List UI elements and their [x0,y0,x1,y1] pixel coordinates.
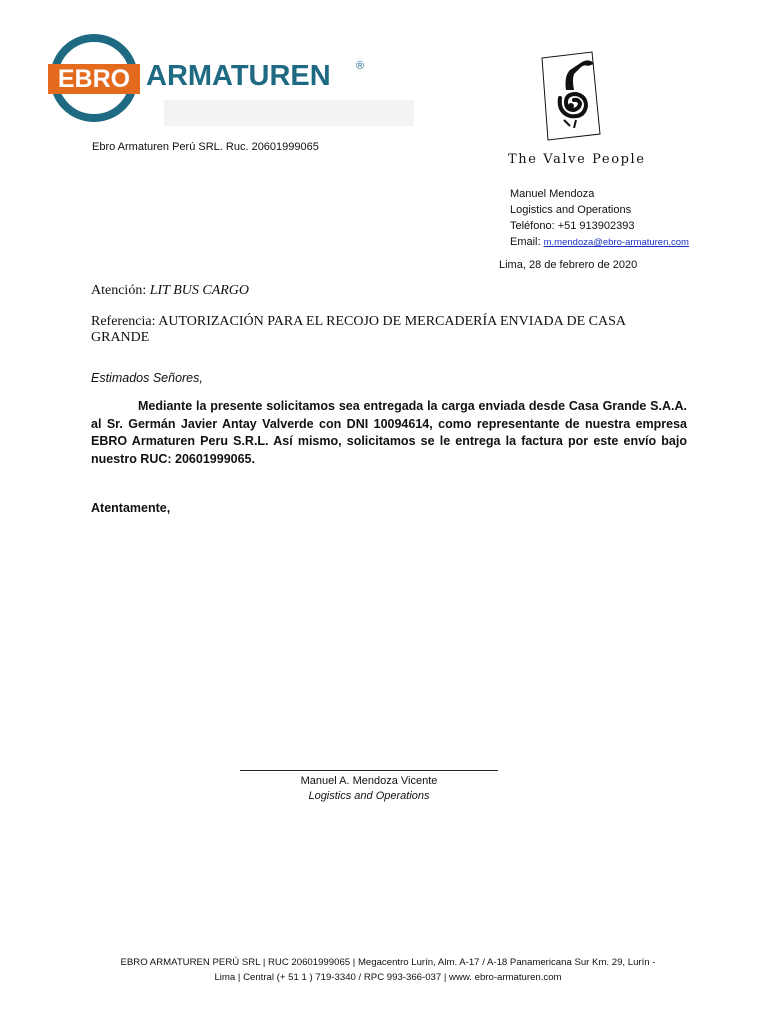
contact-email-row [510,234,689,251]
logo-armaturen-text: ARMATUREN [146,60,331,92]
contact-role: Logistics and Operations [510,204,632,216]
contact-phone: Teléfono: +51 913902393 [510,220,635,232]
valve-people-tagline: The Valve People [508,152,646,167]
signature-role: Logistics and Operations [308,790,430,802]
contact-block [510,186,689,251]
greeting: Estimados Señores, [91,371,203,385]
footer [90,955,686,985]
logo-shadow [164,100,414,126]
logo-registered-mark: ® [356,60,365,72]
ebro-armaturen-logo [46,32,376,124]
closing: Atentamente, [91,501,171,515]
attention-label: Atención: [91,283,150,298]
contact-email-label: Email: [510,236,544,248]
reference-line [91,314,651,346]
valve-emblem-icon [540,50,602,142]
contact-email-link[interactable]: m.mendoza@ebro-armaturen.com [543,237,689,248]
contact-name: Manuel Mendoza [510,188,595,200]
reference-value: AUTORIZACIÓN PARA EL RECOJO DE MERCADERÍA ENVIADA DE CASA GRANDE [91,314,626,345]
footer-line-1: EBRO ARMATUREN PERÚ SRL | RUC 20601999065 | Megacentro Lurín, Alm. A-17 / A-18 Panamericana Sur Km. 29, Lurín - [120,957,656,968]
logo-ebro-text: EBRO [48,64,140,94]
letter-body: Mediante la presente solicitamos sea entregada la carga enviada desde Casa Grande S.A.A. al Sr. Germán Javier Antay Valverde con DNI 10094614, como representante de nuestra empresa EBRO Armaturen Peru S.R.L. Así mismo, solicitamos se le entrega la factura por este envío bajo nuestro RUC: 20601999065. [91,399,687,466]
signature-line [240,770,498,771]
reference-label: Referencia: [91,314,159,329]
footer-line-2: Lima | Central (+ 51 1 ) 719-3340 / RPC 993-366-037 | www. ebro-armaturen.com [214,972,562,983]
company-registration-line: Ebro Armaturen Perú SRL. Ruc. 20601999065 [92,141,319,153]
attention-line [91,283,249,299]
signature-name: Manuel A. Mendoza Vicente [300,775,438,787]
attention-value: LIT BUS CARGO [149,283,250,298]
letter-date: Lima, 28 de febrero de 2020 [499,259,638,271]
